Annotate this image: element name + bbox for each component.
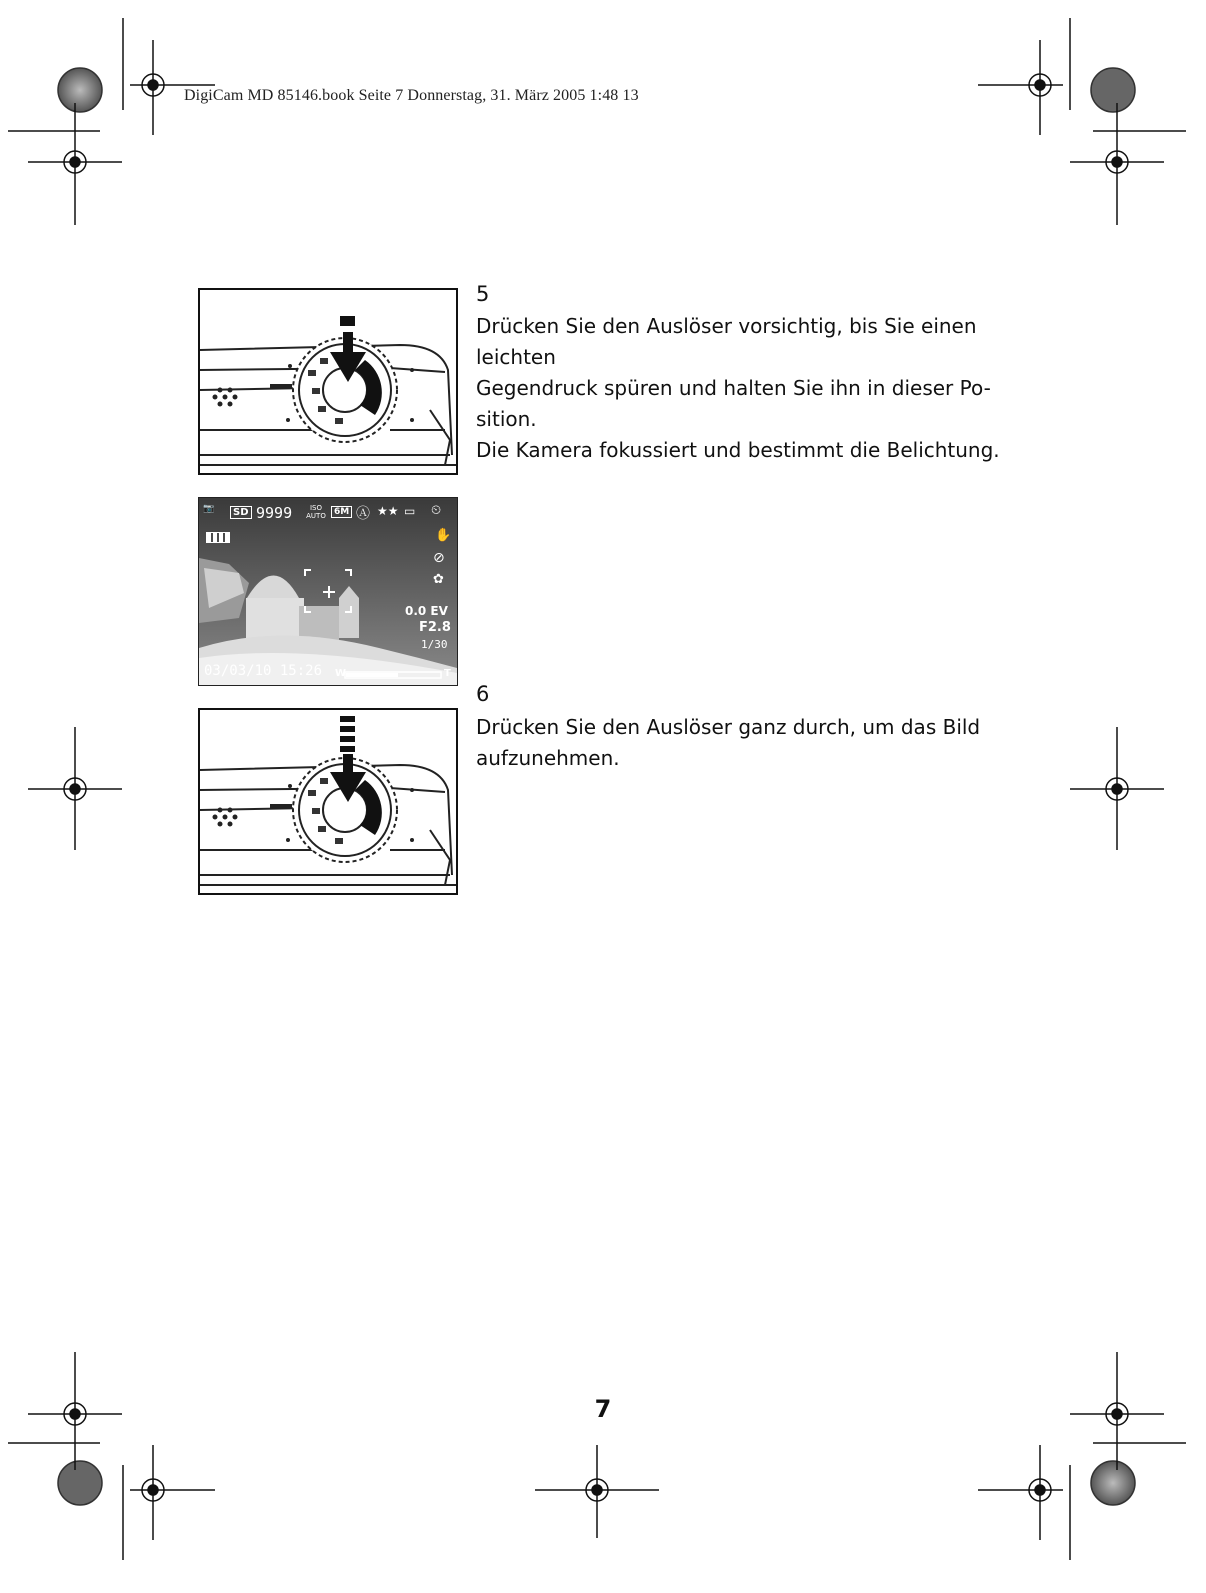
step-5-line: sition. [476,407,537,431]
step-5-line: Drücken Sie den Auslöser vorsichtig, bis Sie einen [476,314,977,338]
flash-off-icon: ⊘ [433,550,445,566]
auto-mode-icon: Ⓐ [356,506,370,522]
macro-flower-icon: ✿ [433,572,444,587]
stabilizer-hand-icon: ✋ [435,528,452,543]
step-5-line: leichten [476,345,556,369]
lcd-preview-figure [198,497,458,686]
step-5-line: Gegendruck spüren und halten Sie ihn in dieser Po- [476,376,991,400]
step-6-text [476,712,1016,774]
step-5-number: 5 [476,282,490,306]
zoom-wide-label: W [335,668,347,679]
color-wheel-top-left [58,68,102,112]
step-6-number: 6 [476,682,490,706]
self-timer-icon: ⏲ [431,503,442,518]
zoom-level-fill [346,673,398,677]
aperture-value: F2.8 [419,620,451,635]
camera-auto-icon: 📷 [203,504,215,514]
book-header: DigiCam MD 85146.book Seite 7 Donnerstag, 31. März 2005 1:48 13 [184,87,639,104]
camera-top-illustration [200,290,456,473]
quality-stars-icon: ★★ [377,504,399,518]
battery-icon [206,532,230,543]
shutter-half-press-figure [198,288,458,475]
step-6-line: Drücken Sie den Auslöser ganz durch, um das Bild [476,715,981,739]
step-5-text [476,311,1016,466]
camera-top-illustration-2 [200,710,456,893]
shutter-full-press-figure [198,708,458,895]
shutter-value: 1/30 [421,638,448,651]
step-5-line: Die Kamera fokussiert und bestimmt die Belichtung. [476,438,1000,462]
date-time: 03/03/10 15:26 [204,663,323,679]
page-number: 7 [594,1395,612,1423]
drive-mode-icon: ▭ [404,504,416,518]
ev-value: 0.0 EV [405,604,448,618]
sd-card-icon: SD [230,506,252,519]
iso-icon: ISO AUTO [306,504,326,520]
zoom-tele-label: T [444,668,451,679]
lcd-scene [199,498,457,685]
resolution-icon: 6M [331,506,352,518]
step-6-line: aufzunehmen. [476,746,620,770]
shots-remaining: 9999 [256,504,293,522]
